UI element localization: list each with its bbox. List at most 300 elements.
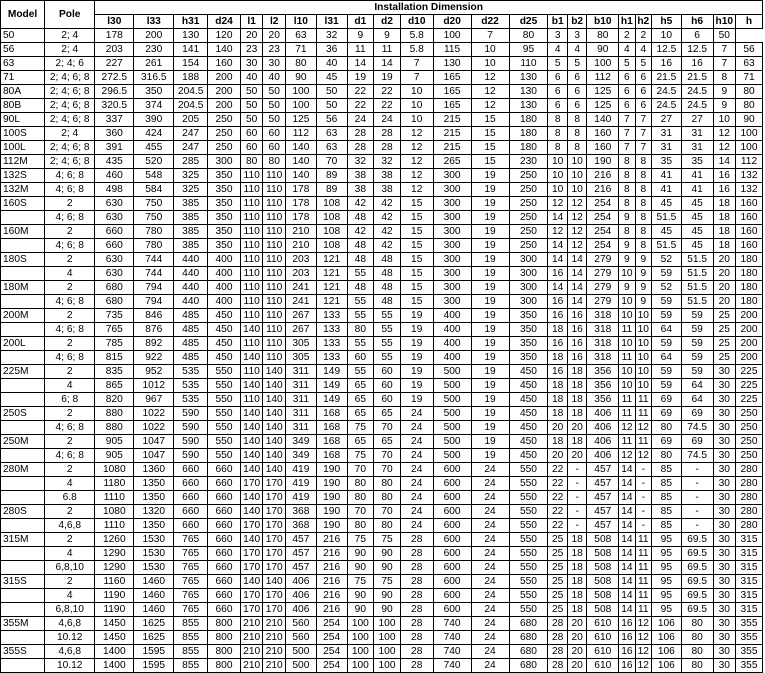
cell-dimension: 1080 [95, 463, 134, 477]
cell-dimension: 14 [619, 505, 635, 519]
cell-dimension: 140 [240, 407, 263, 421]
cell-dimension: 115 [433, 43, 471, 57]
cell-dimension: 892 [134, 337, 174, 351]
cell-dimension: 600 [433, 491, 471, 505]
cell-dimension: 227 [95, 57, 134, 71]
cell-pole: 2 [45, 365, 95, 379]
cell-dimension: 419 [286, 491, 317, 505]
cell-dimension: 280 [736, 463, 763, 477]
cell-dimension: 560 [286, 631, 317, 645]
cell-dimension: 750 [134, 197, 174, 211]
cell-dimension: 400 [433, 323, 471, 337]
cell-dimension: 90 [347, 589, 374, 603]
cell-dimension: 406 [587, 421, 619, 435]
cell-dimension: 56 [316, 113, 347, 127]
cell-dimension: 108 [316, 211, 347, 225]
cell-dimension: 205 [174, 113, 208, 127]
cell-dimension: 8 [635, 239, 651, 253]
cell-dimension: 170 [263, 491, 286, 505]
cell-dimension: 18 [567, 407, 586, 421]
cell-dimension: 19 [471, 211, 509, 225]
cell-dimension: 250 [509, 239, 548, 253]
cell-dimension: 140 [263, 379, 286, 393]
cell-dimension: 41 [651, 183, 681, 197]
cell-dimension: 10 [400, 85, 433, 99]
cell-dimension: 250 [736, 435, 763, 449]
cell-dimension: 250 [509, 183, 548, 197]
cell-dimension: 19 [347, 71, 374, 85]
cell-dimension: 315 [736, 603, 763, 617]
cell-dimension: 180 [736, 295, 763, 309]
cell-dimension: 18 [548, 393, 567, 407]
cell-dimension: 55 [374, 351, 401, 365]
cell-dimension: 315 [736, 575, 763, 589]
cell-dimension: 24 [471, 659, 509, 673]
cell-dimension: 24 [471, 505, 509, 519]
cell-pole: 2 [45, 505, 95, 519]
cell-dimension: 106 [651, 645, 681, 659]
cell-dimension: 65 [374, 435, 401, 449]
cell-dimension: 4 [619, 43, 635, 57]
table-row [1, 29, 763, 43]
cell-dimension: 406 [587, 407, 619, 421]
cell-dimension: 14 [567, 281, 586, 295]
cell-dimension: 419 [286, 477, 317, 491]
cell-dimension: 300 [433, 225, 471, 239]
cell-dimension: 300 [433, 267, 471, 281]
cell-dimension: 18 [548, 323, 567, 337]
cell-dimension: 225 [736, 379, 763, 393]
cell-dimension: 28 [400, 617, 433, 631]
cell-dimension: 95 [651, 575, 681, 589]
cell-dimension: 440 [174, 281, 208, 295]
cell-dimension: 279 [587, 267, 619, 281]
header-dim-d22: d22 [471, 15, 509, 29]
cell-dimension: 311 [286, 365, 317, 379]
cell-dimension: 130 [174, 29, 208, 43]
cell-dimension: 350 [509, 337, 548, 351]
cell-dimension: 508 [587, 603, 619, 617]
cell-dimension: 550 [509, 477, 548, 491]
cell-dimension: 21.5 [651, 71, 681, 85]
cell-dimension: 1530 [134, 561, 174, 575]
cell-dimension: 800 [208, 631, 241, 645]
cell-dimension: 22 [548, 491, 567, 505]
cell-dimension: 355 [736, 645, 763, 659]
cell-dimension: 508 [587, 575, 619, 589]
cell-dimension: 865 [95, 379, 134, 393]
cell-dimension: 140 [240, 351, 263, 365]
cell-dimension: 12 [400, 155, 433, 169]
cell-dimension: 7 [635, 141, 651, 155]
cell-dimension: 28 [400, 631, 433, 645]
cell-dimension: 30 [240, 57, 263, 71]
cell-dimension: 610 [587, 659, 619, 673]
cell-dimension: 254 [587, 211, 619, 225]
cell-dimension: 100 [433, 29, 471, 43]
cell-dimension: 400 [208, 267, 241, 281]
cell-dimension: 24 [471, 645, 509, 659]
cell-pole: 2; 4 [45, 43, 95, 57]
cell-dimension: 160 [208, 57, 241, 71]
cell-dimension: - [567, 505, 586, 519]
cell-dimension: 19 [471, 323, 509, 337]
table-row [1, 477, 763, 491]
cell-dimension: - [681, 505, 713, 519]
cell-dimension: 85 [651, 505, 681, 519]
cell-dimension: 48 [374, 281, 401, 295]
cell-dimension: 247 [174, 127, 208, 141]
cell-dimension: 25 [548, 547, 567, 561]
cell-dimension: 315 [736, 533, 763, 547]
cell-dimension: 14 [548, 253, 567, 267]
cell-dimension: 42 [374, 211, 401, 225]
cell-dimension: 24 [471, 589, 509, 603]
cell-dimension: 133 [316, 337, 347, 351]
cell-dimension: 6 [567, 85, 586, 99]
cell-dimension: 14 [619, 533, 635, 547]
cell-dimension: 10 [619, 337, 635, 351]
cell-dimension: 8 [619, 155, 635, 169]
cell-dimension: 350 [509, 323, 548, 337]
cell-dimension: 80 [651, 449, 681, 463]
cell-dimension: 80 [681, 617, 713, 631]
cell-dimension: 48 [347, 239, 374, 253]
cell-dimension: 10 [400, 113, 433, 127]
cell-dimension: 19 [471, 295, 509, 309]
cell-dimension: 210 [263, 645, 286, 659]
cell-dimension: 11 [635, 533, 651, 547]
cell-dimension: 16 [567, 351, 586, 365]
cell-dimension: 23 [240, 43, 263, 57]
cell-dimension: 63 [316, 141, 347, 155]
cell-dimension: 1460 [134, 589, 174, 603]
cell-dimension: 780 [134, 239, 174, 253]
cell-dimension: 1400 [95, 645, 134, 659]
cell-dimension: 660 [174, 505, 208, 519]
cell-dimension: 14 [374, 57, 401, 71]
cell-dimension: 110 [263, 281, 286, 295]
cell-pole: 2 [45, 337, 95, 351]
cell-dimension: 280 [736, 477, 763, 491]
cell-model: 50 [1, 29, 45, 43]
header-dim-d20: d20 [433, 15, 471, 29]
cell-dimension: 14 [619, 547, 635, 561]
table-row [1, 127, 763, 141]
cell-dimension: 95 [651, 547, 681, 561]
cell-pole: 4; 6; 8 [45, 323, 95, 337]
cell-model [1, 295, 45, 309]
cell-dimension: 24 [471, 491, 509, 505]
cell-dimension: 1290 [95, 561, 134, 575]
cell-dimension: - [681, 491, 713, 505]
cell-dimension: 6 [635, 85, 651, 99]
cell-dimension: 508 [587, 561, 619, 575]
cell-dimension: 254 [587, 197, 619, 211]
cell-dimension: 9 [619, 239, 635, 253]
cell-dimension: 600 [433, 561, 471, 575]
cell-dimension: 1012 [134, 379, 174, 393]
cell-dimension: 600 [433, 603, 471, 617]
cell-dimension: 500 [433, 393, 471, 407]
cell-dimension: 51.5 [681, 267, 713, 281]
cell-dimension: 16 [681, 57, 713, 71]
cell-dimension: 600 [433, 589, 471, 603]
cell-dimension: 500 [433, 435, 471, 449]
table-row [1, 547, 763, 561]
cell-dimension: 100 [347, 645, 374, 659]
cell-dimension: 55 [347, 309, 374, 323]
cell-pole: 2 [45, 575, 95, 589]
cell-model: 63 [1, 57, 45, 71]
cell-dimension: 25 [548, 533, 567, 547]
cell-dimension: 48 [374, 295, 401, 309]
cell-dimension: 25 [548, 575, 567, 589]
cell-model [1, 603, 45, 617]
cell-dimension: 130 [433, 57, 471, 71]
cell-dimension: 630 [95, 253, 134, 267]
cell-dimension: 500 [433, 421, 471, 435]
cell-model [1, 561, 45, 575]
cell-dimension: 110 [263, 183, 286, 197]
cell-dimension: 10 [400, 99, 433, 113]
cell-dimension: 42 [374, 225, 401, 239]
table-row [1, 253, 763, 267]
cell-dimension: 80 [681, 631, 713, 645]
cell-dimension: 1320 [134, 505, 174, 519]
cell-dimension: 30 [713, 603, 736, 617]
cell-dimension: 450 [208, 323, 241, 337]
cell-dimension: 280 [736, 491, 763, 505]
cell-dimension: 69 [651, 435, 681, 449]
cell-dimension: 28 [347, 141, 374, 155]
cell-model [1, 491, 45, 505]
cell-dimension: 69.5 [681, 603, 713, 617]
cell-dimension: 24 [471, 533, 509, 547]
cell-dimension: 170 [263, 477, 286, 491]
cell-dimension: 241 [286, 295, 317, 309]
cell-dimension: 30 [713, 533, 736, 547]
cell-dimension: 10 [548, 169, 567, 183]
cell-dimension: 12 [400, 169, 433, 183]
cell-dimension: 45 [681, 197, 713, 211]
cell-dimension: 24 [400, 519, 433, 533]
cell-dimension: 75 [374, 533, 401, 547]
cell-dimension: 18 [548, 379, 567, 393]
cell-dimension: 110 [263, 323, 286, 337]
cell-dimension: 7 [635, 127, 651, 141]
cell-dimension: 140 [208, 43, 241, 57]
table-row [1, 519, 763, 533]
cell-dimension: 190 [316, 477, 347, 491]
cell-dimension: 485 [174, 323, 208, 337]
cell-dimension: 457 [286, 547, 317, 561]
cell-dimension: 905 [95, 449, 134, 463]
cell-dimension: 20 [713, 295, 736, 309]
cell-dimension: 450 [208, 309, 241, 323]
cell-dimension: 660 [208, 561, 241, 575]
cell-dimension: 14 [619, 491, 635, 505]
cell-dimension: 267 [286, 309, 317, 323]
cell-dimension: 584 [134, 183, 174, 197]
cell-dimension: 180 [736, 281, 763, 295]
cell-dimension: 121 [316, 253, 347, 267]
cell-dimension: 74.5 [681, 421, 713, 435]
cell-dimension: 450 [509, 393, 548, 407]
cell-dimension: 14 [619, 575, 635, 589]
cell-dimension: 140 [286, 155, 317, 169]
cell-dimension: 18 [567, 547, 586, 561]
cell-dimension: 112 [587, 71, 619, 85]
table-row [1, 295, 763, 309]
cell-dimension: 45 [651, 197, 681, 211]
cell-dimension: 108 [316, 239, 347, 253]
cell-dimension: 350 [208, 169, 241, 183]
header-dim-h: h [736, 15, 763, 29]
cell-dimension: 356 [587, 379, 619, 393]
cell-dimension: 216 [316, 547, 347, 561]
cell-dimension: 250 [736, 407, 763, 421]
cell-dimension: 23 [263, 43, 286, 57]
cell-dimension: 110 [240, 295, 263, 309]
cell-dimension: 318 [587, 337, 619, 351]
cell-dimension: 15 [400, 225, 433, 239]
cell-dimension: 765 [174, 603, 208, 617]
cell-dimension: 50 [316, 99, 347, 113]
cell-dimension: 64 [681, 379, 713, 393]
cell-dimension: 230 [509, 155, 548, 169]
cell-dimension: 100 [736, 141, 763, 155]
cell-dimension: 168 [316, 421, 347, 435]
cell-dimension: 100 [347, 631, 374, 645]
cell-dimension: 24 [400, 463, 433, 477]
cell-dimension: 1290 [95, 547, 134, 561]
cell-dimension: 508 [587, 533, 619, 547]
cell-dimension: 52 [651, 253, 681, 267]
cell-dimension: 190 [316, 519, 347, 533]
cell-dimension: 6 [635, 71, 651, 85]
cell-dimension: 450 [509, 435, 548, 449]
header-dim-d10: d10 [400, 15, 433, 29]
cell-dimension: 318 [587, 309, 619, 323]
cell-dimension: 63 [286, 29, 317, 43]
cell-dimension: 170 [263, 589, 286, 603]
cell-dimension: 110 [263, 169, 286, 183]
cell-dimension: 740 [433, 659, 471, 673]
cell-dimension: 254 [587, 239, 619, 253]
cell-dimension: 60 [240, 127, 263, 141]
cell-dimension: 190 [587, 155, 619, 169]
cell-dimension: 600 [433, 533, 471, 547]
cell-dimension: 28 [400, 561, 433, 575]
table-row [1, 617, 763, 631]
cell-dimension: 140 [240, 505, 263, 519]
cell-dimension: 19 [471, 281, 509, 295]
cell-dimension: 90 [374, 589, 401, 603]
cell-dimension: 952 [134, 365, 174, 379]
cell-dimension: 22 [347, 85, 374, 99]
cell-dimension: 110 [263, 295, 286, 309]
cell-dimension: 349 [286, 449, 317, 463]
cell-dimension: 660 [174, 463, 208, 477]
cell-dimension: 69 [681, 407, 713, 421]
cell-dimension: 15 [471, 113, 509, 127]
cell-dimension: 45 [681, 225, 713, 239]
header-dim-h2: h2 [635, 15, 651, 29]
cell-dimension: 794 [134, 281, 174, 295]
cell-dimension: 10 [635, 309, 651, 323]
cell-dimension: 6 [548, 71, 567, 85]
cell-dimension: 16 [619, 645, 635, 659]
table-row [1, 99, 763, 113]
cell-dimension: - [567, 491, 586, 505]
header-installation-dimension: Installation Dimension [95, 1, 763, 15]
cell-dimension: 15 [400, 253, 433, 267]
cell-dimension: 24 [471, 631, 509, 645]
cell-dimension: 419 [286, 463, 317, 477]
cell-dimension: 110 [509, 57, 548, 71]
table-row [1, 351, 763, 365]
cell-dimension: 140 [263, 393, 286, 407]
cell-dimension: 170 [263, 547, 286, 561]
cell-dimension: 1190 [95, 603, 134, 617]
cell-dimension: 110 [240, 197, 263, 211]
cell-dimension: 48 [347, 253, 374, 267]
cell-dimension: 785 [95, 337, 134, 351]
cell-dimension: 20 [713, 281, 736, 295]
cell-dimension: 1110 [95, 519, 134, 533]
cell-dimension: 24 [471, 617, 509, 631]
cell-dimension: 391 [95, 141, 134, 155]
cell-dimension: 30 [713, 463, 736, 477]
cell-dimension: 2 [635, 29, 651, 43]
cell-dimension: 215 [433, 141, 471, 155]
cell-dimension: 25 [713, 337, 736, 351]
cell-dimension: 9 [347, 29, 374, 43]
cell-dimension: 815 [95, 351, 134, 365]
cell-dimension: 59 [681, 337, 713, 351]
cell-dimension: 254 [316, 617, 347, 631]
cell-dimension: 16 [567, 337, 586, 351]
cell-dimension: 20 [713, 267, 736, 281]
cell-dimension: 21.5 [681, 71, 713, 85]
cell-dimension: 20 [567, 631, 586, 645]
cell-dimension: 215 [433, 113, 471, 127]
cell-dimension: 11 [347, 43, 374, 57]
cell-dimension: 64 [651, 323, 681, 337]
cell-dimension: 95 [651, 589, 681, 603]
cell-dimension: 25 [713, 309, 736, 323]
cell-dimension: 590 [174, 421, 208, 435]
cell-dimension: 10 [619, 295, 635, 309]
cell-dimension: 550 [509, 561, 548, 575]
cell-dimension: 110 [263, 211, 286, 225]
cell-dimension: 210 [240, 617, 263, 631]
cell-dimension: 100 [374, 659, 401, 673]
table-row [1, 435, 763, 449]
cell-dimension: 457 [587, 519, 619, 533]
header-dim-h10: h10 [713, 15, 736, 29]
cell-dimension: 132 [736, 183, 763, 197]
cell-dimension: 106 [651, 631, 681, 645]
cell-dimension: 8 [619, 225, 635, 239]
cell-dimension: 5 [619, 57, 635, 71]
cell-dimension: 90 [347, 547, 374, 561]
header-dim-l2: l2 [263, 15, 286, 29]
cell-dimension: 660 [208, 575, 241, 589]
cell-dimension: 1595 [134, 659, 174, 673]
cell-dimension: 130 [509, 85, 548, 99]
